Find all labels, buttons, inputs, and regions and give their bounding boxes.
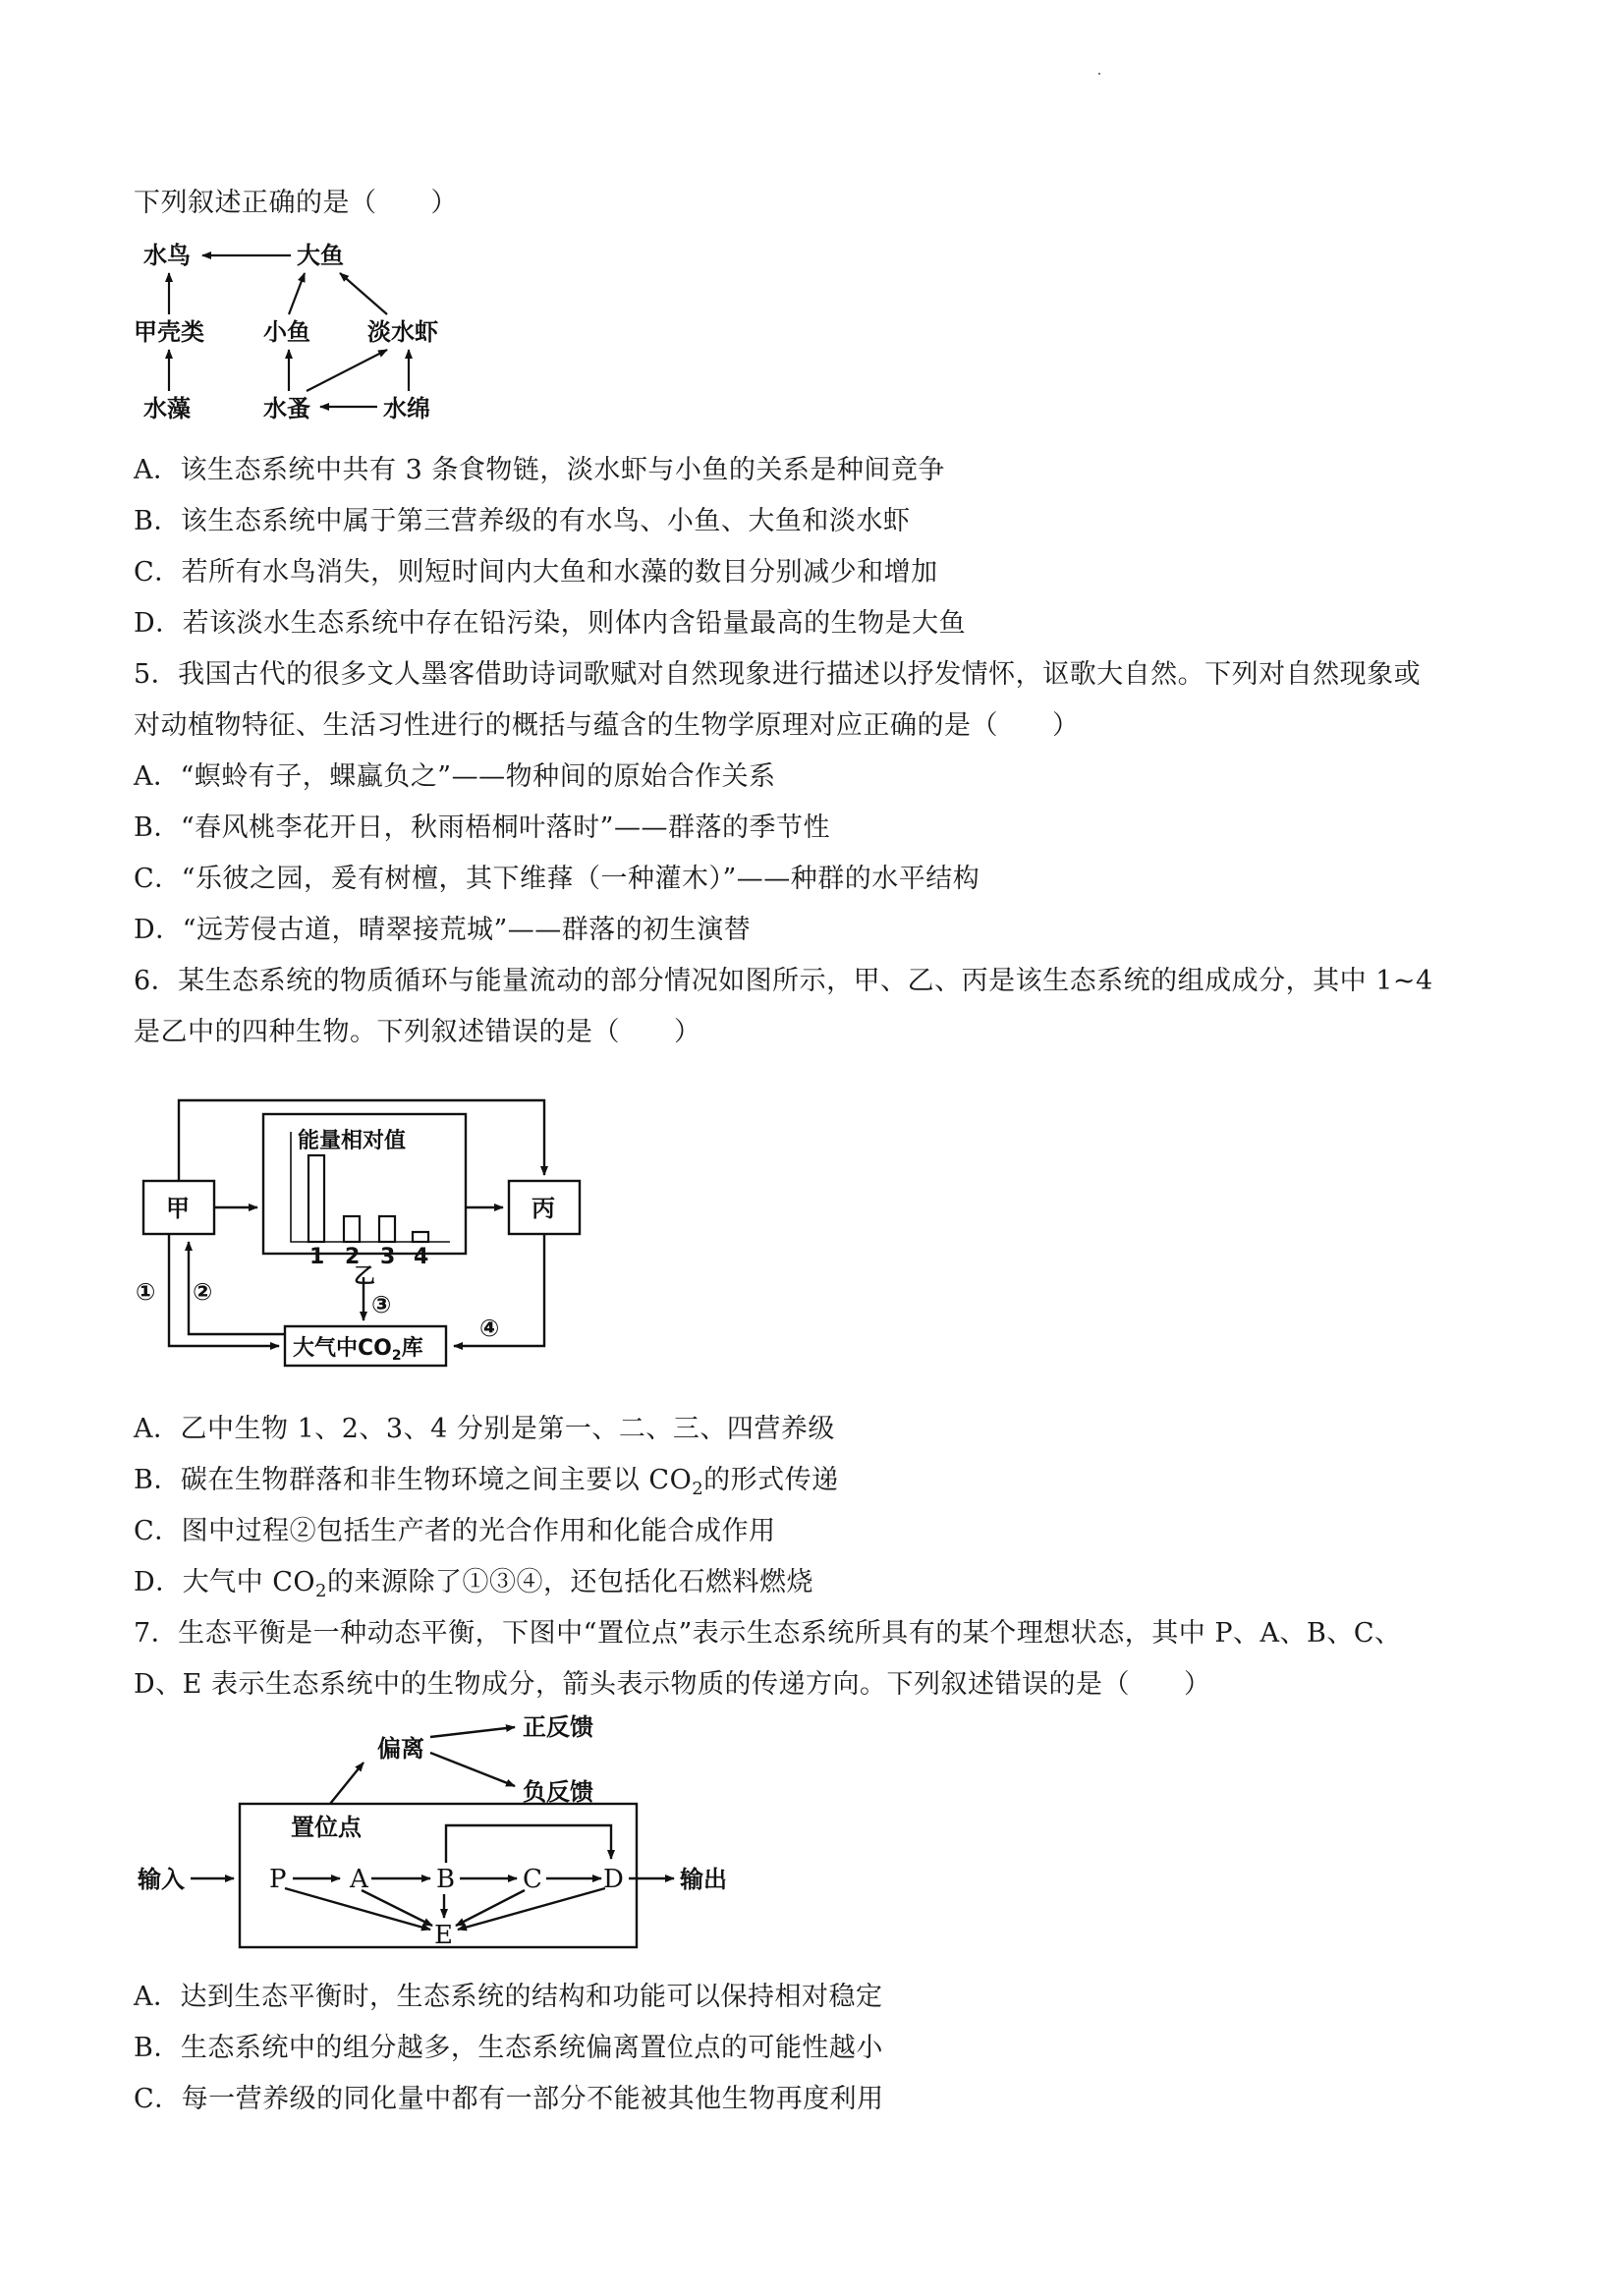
arrow-C-E [456,1890,525,1926]
bar-labels [309,1245,428,1269]
arrow-xiaoyu-dayu [289,273,305,314]
q7-option-c: C．每一营养级的同化量中都有一部分不能被其他生物再度利用 [134,2084,884,2114]
arrow-1 [169,1234,279,1346]
arrow-xia-dayu [340,273,387,314]
energy-bar-4 [413,1232,428,1242]
box-co2-reservoir [285,1326,446,1366]
chart-title: 能量相对值 [298,1129,407,1153]
label-jia: 甲 [166,1195,190,1222]
arrow-positive [430,1727,515,1737]
q6-option-d: D．大气中 $CO_2$的来源除了①③④，还包括化石燃料燃烧 [134,1567,813,1601]
bar-label-1: 1 [309,1245,325,1269]
arrow-D-E [458,1888,605,1930]
arrow-to-deviation [330,1763,364,1804]
label-setpoint: 置位点 [291,1814,362,1841]
arrow-A-E [362,1890,432,1926]
label-deviation: 偏离 [377,1735,424,1763]
node-jiakelei: 甲壳类 [134,318,204,346]
q5-stem-line1: 5．我国古代的很多文人墨客借助诗词歌赋对自然现象进行描述以抒发情怀，讴歌大自然。下列对自然现象或 [134,659,1422,690]
energy-bar-3 [379,1216,395,1242]
q7-stem-line1: 7．生态平衡是一种动态平衡，下图中“置位点”表示生态系统所具有的某个理想状态，其中 P、A、B、C、 [134,1618,1402,1649]
node-E: E [434,1921,453,1950]
node-A: A [350,1865,368,1894]
q7-option-a: A．达到生态平衡时，生态系统的结构和功能可以保持相对稳定 [134,1982,883,2012]
q4-option-a: A．该生态系统中共有 3 条食物链，淡水虾与小鱼的关系是种间竞争 [134,455,945,485]
box-jia [143,1181,214,1234]
q4-option-d: D．若该淡水生态系统中存在铅污染，则体内含铅量最高的生物是大鱼 [134,608,967,639]
node-danshuixia: 淡水虾 [367,318,438,346]
node-shuizao: 水藻 [143,395,191,422]
node-C: C [523,1865,542,1894]
setpoint-box [240,1804,637,1947]
arrow-P-E [285,1888,430,1930]
node-P: P [269,1865,287,1894]
q5-stem-line2: 对动植物特征、生活习性进行的概括与蕴含的生物学原理对应正确的是（ ） [134,710,1080,741]
energy-bars [308,1155,428,1242]
label-output: 输出 [680,1866,727,1893]
q5-option-d: D．“远芳侵古道，晴翠接荒城”——群落的初生演替 [134,915,752,945]
energy-bar-2 [344,1216,360,1242]
node-dayu: 大鱼 [297,242,344,269]
label-input: 输入 [138,1866,185,1893]
marker-2: ② [193,1278,213,1306]
bar-label-2: 2 [345,1245,361,1269]
arrow-jia-bing-top [179,1100,544,1181]
arrow-2 [189,1242,285,1334]
label-bing: 丙 [532,1195,555,1222]
energy-bar-1 [308,1155,324,1242]
arrow-bing-co2 [454,1234,544,1346]
chart-axes [291,1132,450,1242]
bar-label-3: 3 [380,1245,396,1269]
label-negative-feedback: 负反馈 [523,1778,593,1806]
q5-option-c: C．“乐彼之园，爰有树檀，其下维萚（一种灌木）”——种群的水平结构 [134,864,980,894]
bar-label-4: 4 [414,1245,429,1269]
q5-option-b: B．“春风桃李花开日，秋雨梧桐叶落时”——群落的季节性 [134,812,830,843]
q6-option-c: C．图中过程②包括生产者的光合作用和化能合成作用 [134,1516,776,1546]
node-shuiniao: 水鸟 [143,242,191,269]
box-bing [509,1181,580,1234]
q6-option-b: B．碳在生物群落和非生物环境之间主要以 $CO_2$的形式传递 [134,1465,839,1499]
node-shuizao2: 水蚤 [263,395,310,422]
box-yi-chart [263,1114,466,1254]
scan-speck [1098,73,1100,75]
q7-option-b: B．生态系统中的组分越多，生态系统偏离置位点的可能性越小 [134,2033,883,2063]
label-positive-feedback: 正反馈 [523,1713,593,1741]
node-B: B [436,1865,456,1894]
node-shuimian: 水绵 [383,395,430,422]
arrow-negative [430,1753,515,1786]
marker-4: ④ [479,1315,500,1342]
q4-option-c: C．若所有水鸟消失，则短时间内大鱼和水藻的数目分别减少和增加 [134,557,938,588]
label-yi: 乙 [354,1264,376,1289]
arrow-shuizao-xia [307,350,387,391]
arrow-B-D [446,1825,611,1863]
node-D: D [603,1865,624,1894]
q4-stem: 下列叙述正确的是（ ） [134,188,458,218]
node-xiaoyu: 小鱼 [263,318,310,346]
q6-stem-line1: 6．某生态系统的物质循环与能量流动的部分情况如图所示，甲、乙、丙是该生态系统的组成成分，其中 1~4 [134,966,1433,996]
marker-3: ③ [371,1291,392,1318]
q6-option-a: A．乙中生物 1、2、3、4 分别是第一、二、三、四营养级 [134,1414,835,1444]
q5-option-a: A．“螟蛉有子，蜾蠃负之”——物种间的原始合作关系 [134,761,776,792]
q4-option-b: B．该生态系统中属于第三营养级的有水鸟、小鱼、大鱼和淡水虾 [134,506,911,536]
co2-reservoir-label: 大气中$CO_2$库 [293,1336,423,1364]
q7-stem-line2: D、E 表示生态系统中的生物成分，箭头表示物质的传递方向。下列叙述错误的是（ ） [134,1669,1211,1700]
q6-stem-line2: 是乙中的四种生物。下列叙述错误的是（ ） [134,1017,701,1047]
marker-1: ① [136,1278,156,1306]
